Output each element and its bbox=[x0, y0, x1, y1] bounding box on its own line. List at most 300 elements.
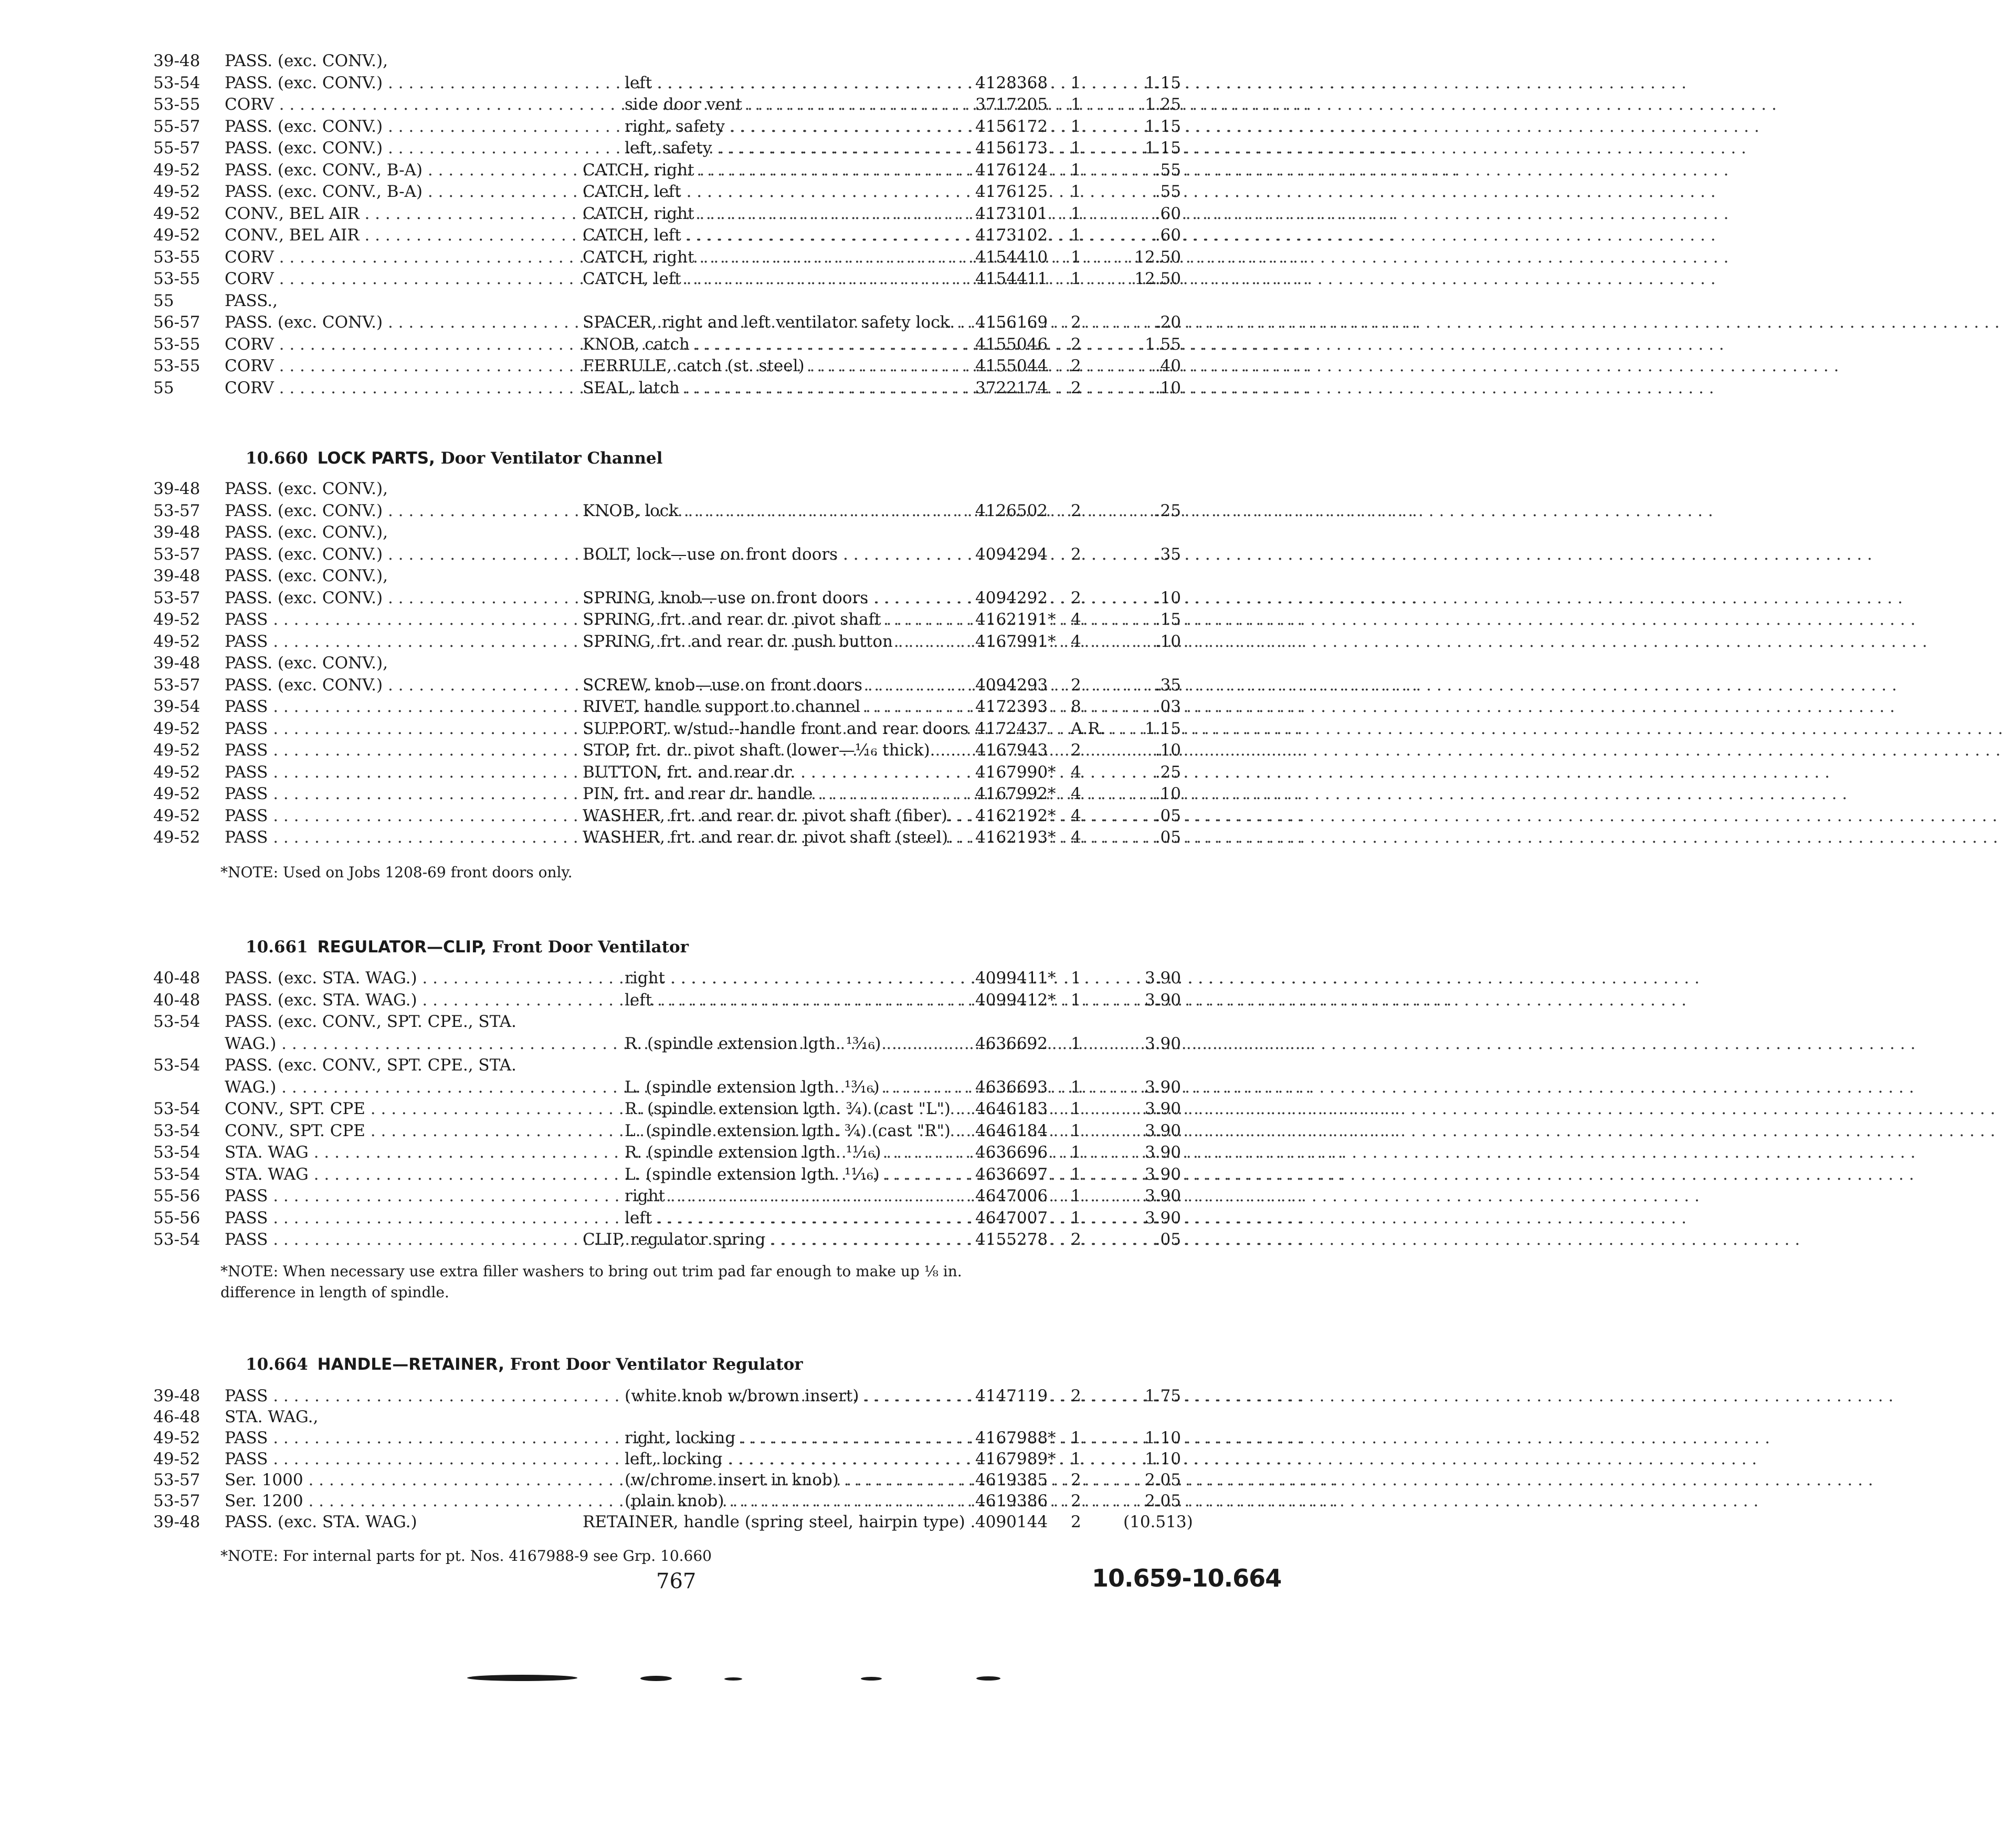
part-description bbox=[583, 1406, 964, 1428]
price bbox=[1123, 93, 1181, 116]
price bbox=[1123, 159, 1181, 181]
quantity bbox=[1071, 826, 1118, 848]
part-number bbox=[975, 967, 1064, 989]
quantity-text: 4 bbox=[1071, 762, 1081, 782]
part-number-text: 4173102 bbox=[975, 226, 1048, 245]
model-name-text: PASS bbox=[225, 1230, 268, 1249]
part-number-text: 4154410 bbox=[975, 247, 1048, 267]
model-year bbox=[153, 1120, 222, 1142]
part-number bbox=[975, 652, 1064, 674]
model-name bbox=[225, 826, 561, 848]
price bbox=[1123, 268, 1181, 290]
model-name bbox=[225, 1076, 561, 1098]
model-name-text: CORV bbox=[225, 334, 274, 354]
model-name bbox=[225, 718, 561, 740]
part-number-text: 4154411 bbox=[975, 269, 1048, 288]
model-name-text: PASS. (exc. STA. WAG.) bbox=[225, 990, 417, 1010]
quantity-text: 1 bbox=[1071, 1186, 1081, 1205]
model-name-text: PASS bbox=[225, 610, 268, 629]
part-number bbox=[975, 500, 1064, 522]
price bbox=[1123, 826, 1181, 848]
price bbox=[1123, 1207, 1181, 1229]
part-description-text: L. (spindle extension lgth. ¹³⁄₁₆) bbox=[625, 1077, 880, 1097]
quantity-text: 1 bbox=[1071, 182, 1081, 201]
model-name-text: Ser. 1200 bbox=[225, 1492, 303, 1510]
part-number-text: 4156169 bbox=[975, 313, 1048, 332]
price bbox=[1123, 761, 1181, 783]
model-name bbox=[225, 1511, 561, 1533]
part-number-text: 4155046 bbox=[975, 334, 1048, 354]
quantity bbox=[1071, 181, 1118, 203]
model-year bbox=[153, 1076, 222, 1098]
quantity-text: 1 bbox=[1071, 1034, 1081, 1053]
model-year bbox=[153, 652, 222, 674]
price-text: .55 bbox=[1155, 182, 1181, 201]
price bbox=[1123, 181, 1181, 203]
part-description-text: right bbox=[625, 969, 666, 988]
part-description-text: left bbox=[625, 73, 652, 92]
part-description bbox=[583, 333, 964, 355]
part-number-text: 4090144 bbox=[975, 1513, 1048, 1531]
quantity bbox=[1071, 377, 1118, 399]
price-text: 3.90 bbox=[1144, 1099, 1181, 1118]
quantity bbox=[1071, 1448, 1118, 1470]
model-name-text: STA. WAG bbox=[225, 1164, 309, 1184]
quantity-text: 1 bbox=[1071, 269, 1081, 288]
model-year-text: 53-54 bbox=[153, 1143, 201, 1162]
price-text: 3.90 bbox=[1144, 1186, 1181, 1205]
model-year bbox=[153, 631, 222, 653]
quantity bbox=[1071, 224, 1118, 246]
quantity bbox=[1071, 783, 1118, 805]
model-year bbox=[153, 137, 222, 159]
model-year-text: 55-57 bbox=[153, 117, 201, 136]
quantity bbox=[1071, 72, 1118, 94]
part-number bbox=[975, 1469, 1064, 1491]
price bbox=[1123, 696, 1181, 718]
part-description bbox=[625, 1185, 964, 1207]
model-year bbox=[153, 1098, 222, 1120]
model-year bbox=[153, 1406, 222, 1428]
part-description-text: (plain knob) bbox=[625, 1492, 724, 1510]
price bbox=[1123, 739, 1181, 761]
part-number-text: 4646183 bbox=[975, 1099, 1048, 1118]
price-text: 1.55 bbox=[1144, 334, 1181, 354]
price bbox=[1123, 631, 1181, 653]
part-description bbox=[583, 1054, 964, 1076]
model-name bbox=[225, 50, 561, 72]
note-10-664: *NOTE: For internal parts for pt. Nos. 4167988-9 see Grp. 10.660 bbox=[220, 1547, 712, 1564]
part-number-text: 4176125 bbox=[975, 182, 1048, 201]
quantity-text: 2 bbox=[1071, 675, 1081, 695]
model-year-text: 53-55 bbox=[153, 269, 201, 288]
model-year-text: 55-56 bbox=[153, 1208, 201, 1227]
model-year bbox=[153, 333, 222, 355]
model-year-text: 49-52 bbox=[153, 828, 201, 847]
quantity bbox=[1071, 1054, 1118, 1076]
part-number bbox=[975, 1185, 1064, 1207]
model-name-text: PASS. (exc. CONV., B-A) bbox=[225, 160, 423, 180]
model-name bbox=[225, 761, 561, 783]
model-name-text: PASS. (exc. CONV.), bbox=[225, 479, 388, 498]
part-description bbox=[625, 1141, 964, 1163]
model-name-text: PASS bbox=[225, 1186, 268, 1205]
part-description bbox=[583, 246, 964, 268]
quantity bbox=[1071, 1228, 1118, 1251]
model-year bbox=[153, 783, 222, 805]
price bbox=[1123, 608, 1181, 631]
price bbox=[1123, 1427, 1181, 1449]
part-number bbox=[975, 761, 1064, 783]
model-name-text: PASS., bbox=[225, 291, 278, 310]
model-year bbox=[153, 203, 222, 225]
part-number-text: 4172393 bbox=[975, 697, 1048, 716]
part-description bbox=[583, 739, 964, 761]
part-description bbox=[583, 50, 964, 72]
model-year bbox=[153, 377, 222, 399]
part-description bbox=[625, 1076, 964, 1098]
price-text: 2.05 bbox=[1144, 1492, 1181, 1510]
model-name-text: PASS bbox=[225, 1450, 268, 1468]
model-year-text: 53-55 bbox=[153, 247, 201, 267]
quantity bbox=[1071, 1011, 1118, 1033]
model-year bbox=[153, 1011, 222, 1033]
quantity bbox=[1071, 631, 1118, 653]
model-name bbox=[225, 696, 561, 718]
part-number-text: 4176124 bbox=[975, 160, 1048, 180]
model-year bbox=[153, 159, 222, 181]
model-year-text: 53-54 bbox=[153, 73, 201, 92]
model-name-text: PASS. (exc. STA. WAG.) bbox=[225, 1513, 417, 1531]
quantity-text: 2 bbox=[1071, 1230, 1081, 1249]
price bbox=[1123, 521, 1181, 543]
quantity bbox=[1071, 290, 1118, 312]
part-description bbox=[583, 268, 964, 290]
price bbox=[1123, 1076, 1181, 1098]
part-description-text: left, locking bbox=[625, 1450, 723, 1468]
part-description bbox=[625, 1163, 964, 1185]
quantity bbox=[1071, 1163, 1118, 1185]
price-text: .15 bbox=[1155, 610, 1181, 629]
model-name-text: PASS. (exc. CONV.) bbox=[225, 313, 383, 332]
model-name bbox=[225, 116, 561, 138]
model-year-text: 49-52 bbox=[153, 204, 201, 223]
quantity-text: 2 bbox=[1071, 741, 1081, 760]
price-text: .20 bbox=[1155, 313, 1181, 332]
part-number-text: 4162193* bbox=[975, 828, 1056, 847]
part-description-text: WASHER, frt. and rear dr. pivot shaft (steel). . bbox=[583, 828, 964, 847]
quantity bbox=[1071, 1511, 1118, 1533]
part-number-text: 4155044 bbox=[975, 356, 1048, 375]
model-name-text: CONV., SPT. CPE bbox=[225, 1121, 365, 1140]
model-name bbox=[225, 967, 561, 989]
model-name bbox=[225, 1120, 561, 1142]
model-year-text: 49-52 bbox=[153, 160, 201, 180]
model-name bbox=[225, 181, 561, 203]
model-year-text: 49-52 bbox=[153, 632, 201, 651]
price bbox=[1123, 1469, 1181, 1491]
price-text: 1.25 bbox=[1144, 95, 1181, 114]
part-description bbox=[583, 311, 964, 333]
model-year bbox=[153, 116, 222, 138]
model-year bbox=[153, 521, 222, 543]
part-description bbox=[625, 967, 964, 989]
price-text: 1.15 bbox=[1144, 139, 1181, 158]
part-number-text: 4619386 bbox=[975, 1492, 1048, 1510]
part-description-text: CATCH, left bbox=[583, 269, 681, 288]
part-number bbox=[975, 1385, 1064, 1407]
model-year bbox=[153, 181, 222, 203]
quantity-text: 1 bbox=[1071, 95, 1081, 114]
price-text: 1.10 bbox=[1144, 1450, 1181, 1468]
model-name-text: PASS bbox=[225, 806, 268, 825]
part-number bbox=[975, 1098, 1064, 1120]
part-description-text: CATCH, right bbox=[583, 204, 694, 223]
quantity bbox=[1071, 989, 1118, 1011]
quantity bbox=[1071, 543, 1118, 565]
part-description-text: CATCH, left bbox=[583, 182, 681, 201]
part-number bbox=[975, 355, 1064, 377]
part-description bbox=[583, 718, 969, 740]
part-number bbox=[975, 783, 1064, 805]
part-number bbox=[975, 93, 1064, 116]
part-description-text: SPRING, frt. and rear dr. pivot shaft bbox=[583, 610, 881, 629]
quantity bbox=[1071, 311, 1118, 333]
part-description-text: SPRING, knob—use on front doors bbox=[583, 588, 869, 607]
model-name bbox=[225, 478, 561, 500]
quantity-text: 1 bbox=[1071, 1450, 1081, 1468]
model-year-text: 39-48 bbox=[153, 566, 201, 585]
model-year-text: 53-55 bbox=[153, 95, 201, 114]
price-text: .03 bbox=[1155, 697, 1181, 716]
section-heading-10-660 bbox=[246, 447, 662, 469]
price-text: .10 bbox=[1155, 632, 1181, 651]
part-description bbox=[583, 565, 964, 587]
model-year bbox=[153, 805, 222, 827]
part-description-text: BUTTON, frt. and rear dr. bbox=[583, 762, 796, 782]
model-year-text: 53-54 bbox=[153, 1164, 201, 1184]
model-name bbox=[225, 500, 561, 522]
part-description-text: left bbox=[625, 1208, 652, 1227]
model-name bbox=[225, 587, 561, 609]
model-name-text: STA. WAG., bbox=[225, 1408, 319, 1426]
price bbox=[1123, 967, 1181, 989]
part-number-text: 4094292 bbox=[975, 588, 1048, 607]
quantity-text: 1 bbox=[1071, 73, 1081, 92]
price bbox=[1123, 718, 1181, 740]
model-year bbox=[153, 1185, 222, 1207]
quantity-text: 4 bbox=[1071, 784, 1081, 803]
part-description-text: WASHER, frt. and rear dr. pivot shaft (fiber). . bbox=[583, 806, 963, 825]
part-number-text: 4636693 bbox=[975, 1077, 1048, 1097]
part-description-text: (white knob w/brown insert) bbox=[625, 1387, 859, 1405]
quantity-text: 2 bbox=[1071, 334, 1081, 354]
part-number bbox=[975, 1490, 1064, 1512]
quantity bbox=[1071, 1120, 1118, 1142]
part-description-text: CATCH, right bbox=[583, 160, 694, 180]
section-heading-10-664 bbox=[246, 1353, 803, 1376]
model-name-text: CORV bbox=[225, 95, 274, 114]
part-description bbox=[583, 1011, 964, 1033]
part-description-text: left bbox=[625, 990, 652, 1010]
part-description bbox=[583, 181, 964, 203]
price bbox=[1123, 1406, 1181, 1428]
part-number bbox=[975, 1120, 1064, 1142]
part-description bbox=[583, 631, 964, 653]
part-description-text: KNOB, lock bbox=[583, 501, 679, 520]
price bbox=[1123, 805, 1181, 827]
model-year-text: 53-57 bbox=[153, 501, 201, 520]
price bbox=[1123, 478, 1181, 500]
quantity bbox=[1071, 93, 1118, 116]
model-year bbox=[153, 72, 222, 94]
quantity bbox=[1071, 696, 1118, 718]
part-description bbox=[625, 1385, 964, 1407]
model-name bbox=[225, 159, 561, 181]
model-year-text: 53-54 bbox=[153, 1012, 201, 1031]
part-description-text: STOP, frt. dr. pivot shaft (lower—¹⁄₁₆ thick). . . . bbox=[583, 741, 966, 760]
part-number-text: 3722174 bbox=[975, 378, 1048, 397]
part-number bbox=[975, 50, 1064, 72]
quantity bbox=[1071, 50, 1118, 72]
scan-smudge bbox=[724, 1677, 742, 1681]
quantity bbox=[1071, 268, 1118, 290]
quantity bbox=[1071, 478, 1118, 500]
model-name bbox=[225, 333, 561, 355]
model-name-text: PASS bbox=[225, 1208, 268, 1227]
section-number: 10.664 bbox=[246, 1355, 308, 1374]
price-text: 1.15 bbox=[1144, 73, 1181, 92]
part-description bbox=[583, 1228, 964, 1251]
quantity bbox=[1071, 1406, 1118, 1428]
model-year-text: 49-52 bbox=[153, 1450, 201, 1468]
quantity bbox=[1071, 1098, 1118, 1120]
price bbox=[1123, 1054, 1181, 1076]
part-description-text: L. (spindle extension lgth. ³⁄₄) (cast "R") . bbox=[625, 1121, 961, 1140]
part-number bbox=[975, 478, 1064, 500]
part-number-text: 4646184 bbox=[975, 1121, 1048, 1140]
quantity bbox=[1071, 1141, 1118, 1163]
quantity-text: 8 bbox=[1071, 697, 1081, 716]
part-description-text: SEAL, latch bbox=[583, 378, 680, 397]
scan-smudge bbox=[467, 1675, 577, 1681]
model-year-text: 53-54 bbox=[153, 1230, 201, 1249]
quantity bbox=[1071, 500, 1118, 522]
model-name-text: PASS bbox=[225, 1387, 268, 1405]
model-year bbox=[153, 543, 222, 565]
model-year bbox=[153, 93, 222, 116]
price bbox=[1123, 1163, 1181, 1185]
quantity bbox=[1071, 116, 1118, 138]
model-name bbox=[225, 739, 561, 761]
part-number bbox=[975, 587, 1064, 609]
model-name-text: PASS. (exc. CONV.) bbox=[225, 117, 383, 136]
model-year bbox=[153, 718, 222, 740]
price-text: .35 bbox=[1155, 544, 1181, 564]
model-name-text: CONV., BEL AIR bbox=[225, 226, 360, 245]
model-name-text: PASS. (exc. CONV., B-A) bbox=[225, 182, 423, 201]
part-description-text: BOLT, lock—use on front doors bbox=[583, 544, 838, 564]
model-year bbox=[153, 311, 222, 333]
part-number bbox=[975, 181, 1064, 203]
part-number-text: 4162191* bbox=[975, 610, 1056, 629]
part-number-text: 4636697 bbox=[975, 1164, 1048, 1184]
quantity-text: 1 bbox=[1071, 1121, 1081, 1140]
model-name-text: PASS. (exc. CONV.), bbox=[225, 51, 388, 70]
model-name-text: PASS. (exc. CONV.) bbox=[225, 675, 383, 695]
part-description bbox=[625, 72, 964, 94]
part-description-text: CATCH, left bbox=[583, 226, 681, 245]
price-text: 1.10 bbox=[1144, 1429, 1181, 1447]
price-text: .05 bbox=[1155, 828, 1181, 847]
quantity-text: 1 bbox=[1071, 204, 1081, 223]
model-year-text: 39-48 bbox=[153, 51, 201, 70]
model-year bbox=[153, 1490, 222, 1512]
part-number bbox=[975, 521, 1064, 543]
part-number bbox=[975, 203, 1064, 225]
model-year bbox=[153, 246, 222, 268]
model-name-text: Ser. 1000 bbox=[225, 1471, 303, 1489]
model-name-text: CORV bbox=[225, 356, 274, 375]
part-number bbox=[975, 72, 1064, 94]
model-year bbox=[153, 268, 222, 290]
part-description-text: SPRING, frt. and rear dr. push button bbox=[583, 632, 893, 651]
quantity-text: 2 bbox=[1071, 588, 1081, 607]
part-description bbox=[583, 674, 964, 696]
note-10-660: *NOTE: Used on Jobs 1208-69 front doors only. bbox=[220, 864, 573, 881]
quantity bbox=[1071, 355, 1118, 377]
part-description-text: right bbox=[625, 1186, 666, 1205]
price bbox=[1123, 652, 1181, 674]
model-name bbox=[225, 72, 561, 94]
price bbox=[1123, 333, 1181, 355]
part-number-text: 4147119 bbox=[975, 1387, 1048, 1405]
model-year bbox=[153, 565, 222, 587]
price-text: 1.75 bbox=[1144, 1387, 1181, 1405]
part-number bbox=[975, 159, 1064, 181]
part-number bbox=[975, 1511, 1064, 1533]
price-text: 1.15 bbox=[1144, 719, 1181, 738]
quantity-text: 1 bbox=[1071, 1077, 1081, 1097]
model-year bbox=[153, 1033, 222, 1055]
model-name-text: PASS bbox=[225, 1429, 268, 1447]
part-number bbox=[975, 1228, 1064, 1251]
part-description bbox=[583, 521, 964, 543]
model-name-text: PASS bbox=[225, 632, 268, 651]
group-range: 10.659-10.664 bbox=[1092, 1564, 1282, 1592]
model-name bbox=[225, 521, 561, 543]
model-name bbox=[225, 377, 561, 399]
part-number bbox=[975, 246, 1064, 268]
price-text: .55 bbox=[1155, 160, 1181, 180]
model-year-text: 53-57 bbox=[153, 1492, 201, 1510]
model-year bbox=[153, 1427, 222, 1449]
quantity bbox=[1071, 1385, 1118, 1407]
model-year-text: 39-48 bbox=[153, 523, 201, 542]
part-description bbox=[625, 137, 964, 159]
part-number-text: 4099412* bbox=[975, 990, 1056, 1010]
model-year bbox=[153, 1385, 222, 1407]
quantity bbox=[1071, 203, 1118, 225]
model-name bbox=[225, 1406, 561, 1428]
model-name-text: PASS. (exc. CONV.) bbox=[225, 501, 383, 520]
quantity bbox=[1071, 1427, 1118, 1449]
part-description bbox=[583, 652, 964, 674]
model-year bbox=[153, 967, 222, 989]
model-name bbox=[225, 1490, 561, 1512]
quantity-text: 2 bbox=[1071, 501, 1081, 520]
model-year bbox=[153, 355, 222, 377]
